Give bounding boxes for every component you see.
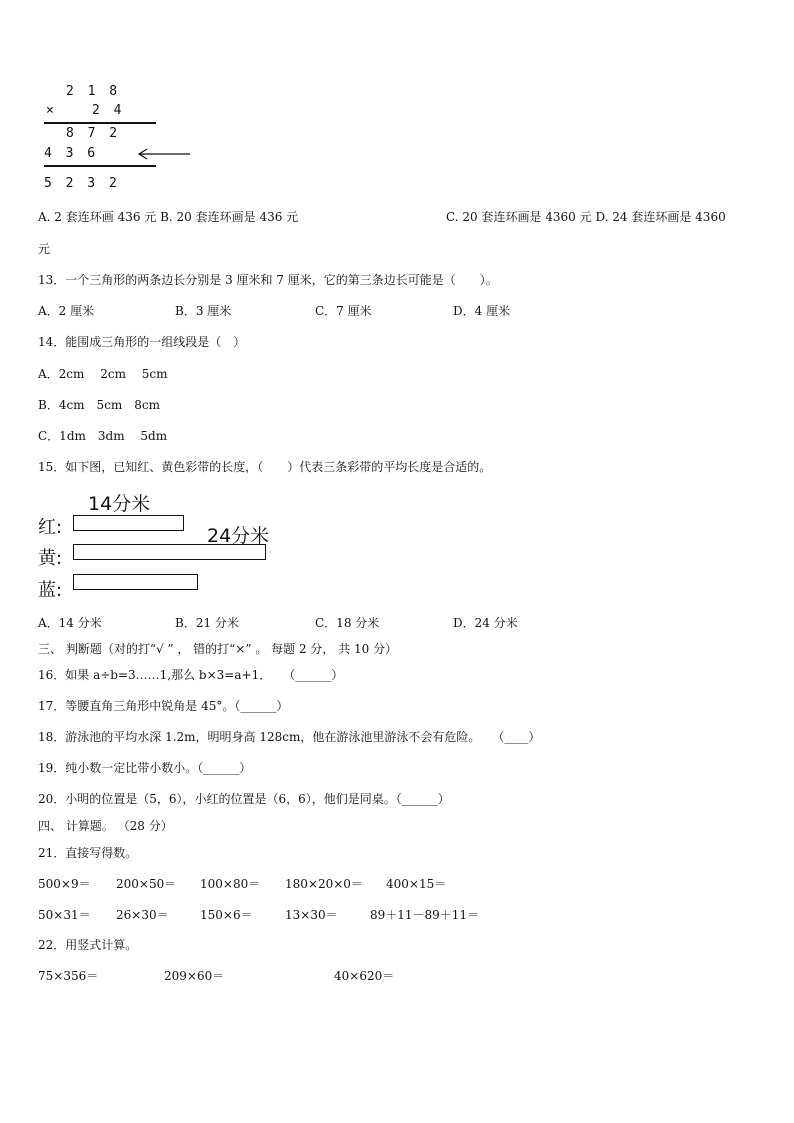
- calc-item: 150×6＝: [200, 908, 253, 922]
- q14-option-c: C．1dm 3dm 5dm: [38, 429, 168, 443]
- q21-text: 21．直接写得数。: [38, 846, 138, 860]
- q19-text: 19．纯小数一定比带小数小。（______）: [38, 761, 252, 775]
- calc-item: 50×31＝: [38, 908, 91, 922]
- mult-row-4: 4 3 6: [44, 146, 99, 161]
- calc-item: 89＋11－89＋11＝: [370, 908, 480, 922]
- q15-text: 15．如下图，已知红、黄色彩带的长度，（ ）代表三条彩带的平均长度是合适的。: [38, 460, 492, 474]
- calc-item: 400×15＝: [386, 877, 447, 891]
- q14-option-b: B．4cm 5cm 8cm: [38, 398, 161, 412]
- q15-option-d: D．24 分米: [453, 616, 518, 630]
- calc-item: 26×30＝: [116, 908, 169, 922]
- calc-item: 180×20×0＝: [285, 877, 363, 891]
- calc-item: 200×50＝: [116, 877, 177, 891]
- q13-option-a: A．2 厘米: [38, 304, 95, 318]
- mult-row-1: 2 1 8: [66, 84, 121, 99]
- calc-item: 100×80＝: [200, 877, 261, 891]
- mult-rule-2: [44, 165, 156, 167]
- q13-text: 13．一个三角形的两条边长分别是 3 厘米和 7 厘米，它的第三条边长可能是（ ）。: [38, 273, 498, 287]
- mult-rule-1: [44, 122, 156, 124]
- q13-option-d: D．4 厘米: [453, 304, 511, 318]
- red-length-label: 14分米: [88, 493, 151, 515]
- red-ribbon-label: 红:: [38, 517, 63, 538]
- section-3-heading: 三、 判断题（对的打“√ ” ， 错的打“×” 。 每题 2 分， 共 10 分）: [38, 642, 398, 656]
- mult-row-3: 8 7 2: [66, 126, 121, 141]
- arrow-left-icon: [136, 147, 192, 161]
- section-4-heading: 四、 计算题。 （28 分）: [38, 819, 173, 833]
- q18-text: 18．游泳池的平均水深 1.2m，明明身高 128cm，他在游泳池里游泳不会有危险。 （____）: [38, 730, 541, 744]
- blue-ribbon-bar: [73, 574, 198, 590]
- q22-text: 22．用竖式计算。: [38, 938, 138, 952]
- q17-text: 17．等腰直角三角形中锐角是 45°。（______）: [38, 699, 289, 713]
- red-ribbon-bar: [73, 515, 184, 531]
- q13-option-b: B．3 厘米: [175, 304, 232, 318]
- calc-item: 500×9＝: [38, 877, 91, 891]
- mult-row-2: 2 4: [92, 103, 125, 118]
- q13-option-c: C．7 厘米: [315, 304, 372, 318]
- q15-option-a: A．14 分米: [38, 616, 102, 630]
- yellow-ribbon-label: 黄:: [38, 548, 63, 569]
- q12-options-left: A. 2 套连环画 436 元 B. 20 套连环画是 436 元: [38, 210, 299, 224]
- q12-options-right: C. 20 套连环画是 4360 元 D. 24 套连环画是 4360: [446, 210, 726, 224]
- q15-option-b: B．21 分米: [175, 616, 239, 630]
- q15-option-c: C．18 分米: [315, 616, 380, 630]
- vertical-calc-item: 209×60＝: [164, 969, 225, 983]
- q20-text: 20．小明的位置是（5，6），小红的位置是（6，6），他们是同桌。（______）: [38, 792, 450, 806]
- q12-options-wrap: 元: [38, 242, 51, 256]
- calc-item: 13×30＝: [285, 908, 338, 922]
- yellow-length-label: 24分米: [207, 525, 270, 547]
- vertical-calc-item: 40×620＝: [334, 969, 395, 983]
- q16-text: 16．如果 a÷b=3……1,那么 b×3=a+1． （______）: [38, 668, 344, 682]
- q14-option-a: A．2cm 2cm 5cm: [38, 367, 168, 381]
- q14-text: 14．能围成三角形的一组线段是（ ）: [38, 335, 246, 349]
- yellow-ribbon-bar: [73, 544, 266, 560]
- blue-ribbon-label: 蓝:: [38, 580, 63, 601]
- vertical-calc-item: 75×356＝: [38, 969, 99, 983]
- multiply-sign: ×: [46, 103, 54, 118]
- mult-row-5: 5 2 3 2: [44, 176, 120, 191]
